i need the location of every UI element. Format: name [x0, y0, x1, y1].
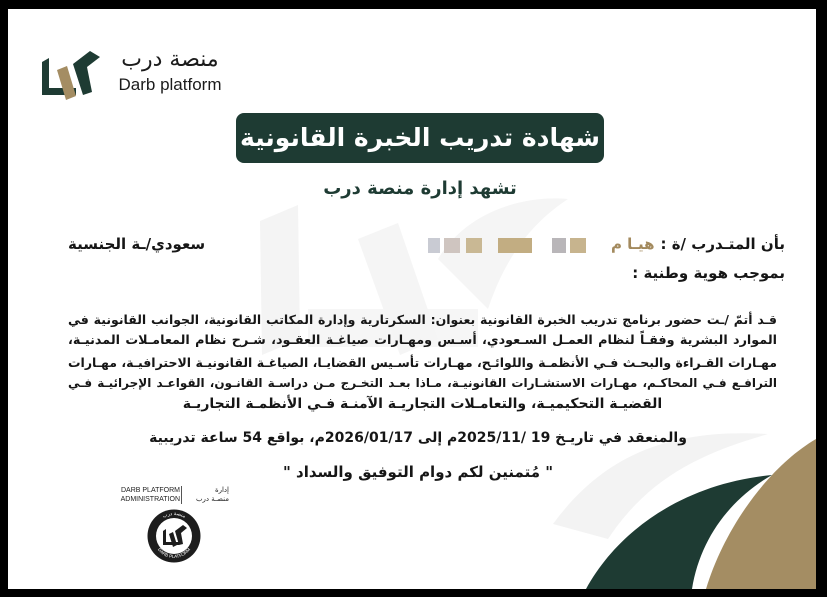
redacted-name-blur	[570, 238, 586, 253]
nationality-text: سعودي/ـة الجنسية	[68, 235, 206, 253]
body-line: الترافـع فـي المحاكـم، مهـارات الاستشـارات القانونيـة، مـاذا بعـد التخـرج مـن دراسـة القانـون، القواعـد الإجرائيـة فـي	[68, 375, 777, 390]
date-line: والمنعقد في تاريـخ 19 /2025/11م إلى 2026/01/17م، بواقع 54 ساعة تدريبية	[149, 430, 687, 446]
certificate-subtitle: تشهد إدارة منصة درب	[323, 178, 517, 199]
darb-logo-icon	[40, 48, 102, 102]
certificate	[8, 9, 816, 589]
certificate-body	[68, 309, 777, 415]
closing-wish: " مُتمنين لكم دوام التوفيق والسداد "	[282, 463, 554, 481]
trainee-name: هيـا م	[610, 235, 655, 253]
redacted-name-blur	[466, 238, 482, 253]
admin-name-english-2: ADMINISTRATION	[120, 496, 180, 503]
certificate-title: شهادة تدريب الخبرة القانونية	[236, 113, 604, 163]
admin-name-english-1: DARB PLATFORM	[121, 487, 180, 494]
redacted-name-blur	[498, 238, 532, 253]
stamp-bottom-text: DARB PLATFORM	[156, 546, 192, 560]
trainee-label: بأن المتـدرب /ة :	[660, 235, 785, 253]
body-line: مهـارات القـراءة والبحـث فـي الأنظمـة واللوائـح، مهـارات تأسـيس القضايـا، الصياغـة القانونيـة الاحترافيـة، مهـارات	[68, 354, 777, 370]
national-id-label: بموجب هوية وطنية :	[632, 264, 785, 282]
body-line: القضيـة التحكيميـة، والتعامـلات التجاريـة الآمنـة فـي الأنظمـة التجاريـة	[182, 396, 663, 412]
body-line: الموارد البشرية وفقـاً لنظام العمـل السـعودي، أسـس ومهـارات صياغـة العقـود، شـرح نظام المعامـلات المدنيـة،	[68, 333, 777, 349]
stamp-top-text: منصة درب	[161, 510, 187, 520]
admin-name-arabic-1: إدارة	[214, 486, 229, 494]
redacted-name-blur	[444, 238, 460, 253]
admin-name-arabic-2: منصـة درب	[195, 495, 229, 503]
trainee-row	[611, 233, 785, 255]
brand-name-english: Darb platform	[118, 75, 222, 94]
body-line: قـد أتمّ /ـت حضور برنامج تدريب الخبرة القانونية بعنوان: السكرتارية وإدارة المكاتب القانونية، الجوانب القانونية في	[68, 312, 777, 327]
official-stamp	[147, 509, 201, 563]
brand-name-arabic: منصة درب	[121, 47, 219, 72]
admin-divider	[181, 486, 182, 504]
redacted-name-blur	[552, 238, 566, 253]
redacted-name-blur	[428, 238, 440, 253]
